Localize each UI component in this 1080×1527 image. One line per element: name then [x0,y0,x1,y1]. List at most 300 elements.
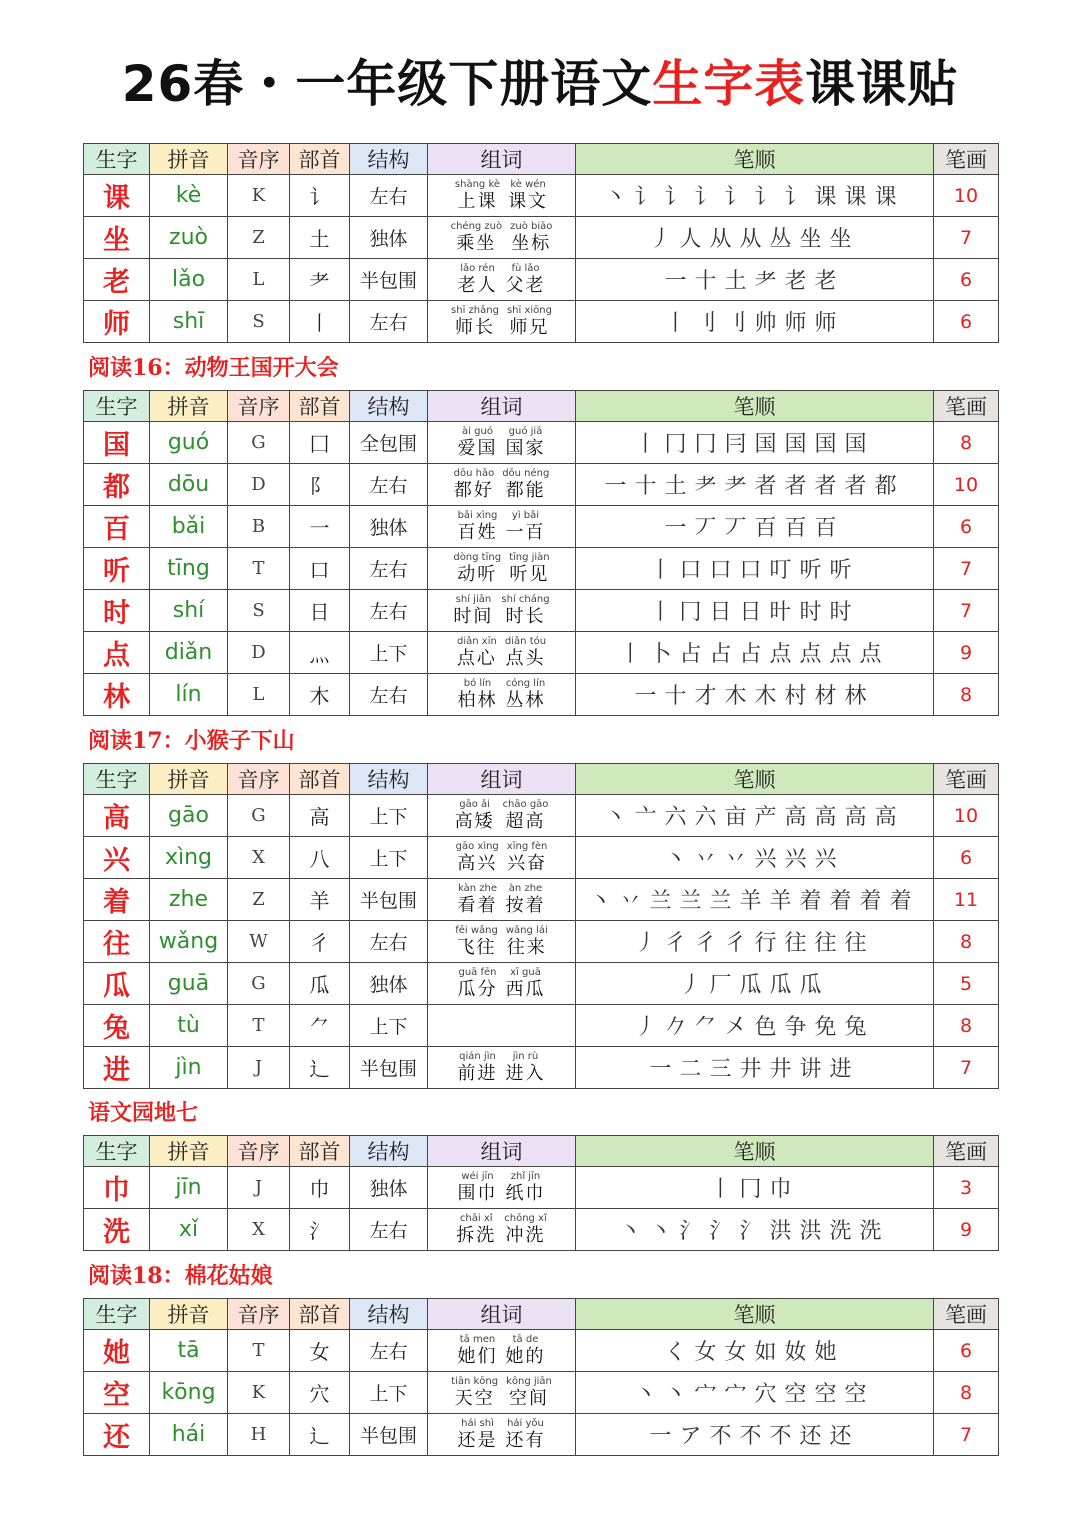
pinyin-cell: lín [150,674,228,716]
stroke-step: 讠 [784,185,813,210]
radical-cell: 彳 [290,921,350,963]
stroke-step: 点 [769,642,798,667]
stroke-step: 讠 [754,185,783,210]
stroke-step: 讲 [799,1057,828,1082]
word-item [458,883,498,917]
word-pinyin: kàn zhe [458,882,497,894]
character-cell: 进 [84,1047,150,1089]
word-text: 点心 [456,647,497,669]
word-item [458,1334,498,1368]
stroke-count-cell: 5 [934,963,999,1005]
header-cell: 结构 [350,764,428,795]
pinyin-cell: guó [150,422,228,464]
word-text: 都能 [505,479,546,501]
word-list [428,263,575,297]
stroke-step: 冃 [724,432,753,457]
stroke-step: 叮 [769,558,798,583]
phonetic-order-cell: J [228,1047,290,1089]
word-text: 拆洗 [456,1224,497,1246]
stroke-step: 冂 [739,1177,768,1202]
phonetic-order-cell: D [228,632,290,674]
word-pinyin: àn zhe [508,882,543,894]
word-text: 往来 [506,936,547,958]
vocab-table [83,763,999,1089]
word-item [453,594,493,628]
stroke-step: 丷 [724,847,753,872]
stroke-step: 女 [694,1340,723,1365]
word-group-cell [428,1047,576,1089]
stroke-step: 丨 [649,600,678,625]
table-row [84,963,999,1005]
word-pinyin: lǎo rén [460,262,495,274]
stroke-step: 洗 [859,1219,888,1244]
radical-cell: 木 [290,674,350,716]
word-item [507,841,548,875]
word-item [451,221,503,255]
section-title: 阅读17：小猴子下山 [88,728,295,754]
word-text: 兴奋 [507,852,548,874]
header-cell: 部首 [290,144,350,175]
pinyin-cell: gāo [150,795,228,837]
structure-cell: 左右 [350,674,428,716]
radical-cell: 阝 [290,464,350,506]
header-cell: 笔画 [934,1299,999,1330]
word-pinyin: shí cháng [501,593,550,605]
stroke-step: 兴 [814,847,843,872]
structure-cell: 独体 [350,963,428,1005]
stroke-count-cell: 8 [934,921,999,963]
structure-cell: 左右 [350,1209,428,1251]
pinyin-cell: zuò [150,217,228,259]
header-cell: 组词 [428,764,576,795]
word-item [502,468,549,502]
header-cell: 拼音 [150,1136,228,1167]
word-item [507,305,552,339]
structure-cell: 半包围 [350,1047,428,1089]
structure-cell: 半包围 [350,259,428,301]
word-text: 师兄 [509,316,550,338]
word-text: 纸巾 [505,1182,546,1204]
stroke-step: 听 [829,558,858,583]
stroke-step: 洪 [799,1219,828,1244]
header-cell: 音序 [228,1299,290,1330]
header-cell: 音序 [228,391,290,422]
header-cell: 部首 [290,764,350,795]
stroke-step: 一 [664,516,693,541]
word-pinyin: bó lín [463,677,492,689]
stroke-step: 丷 [619,889,648,914]
header-cell: 拼音 [150,144,228,175]
phonetic-order-cell: S [228,301,290,343]
stroke-step: 冂 [664,432,693,457]
word-text: 时长 [505,605,546,627]
word-item [455,799,495,833]
phonetic-order-cell: L [228,259,290,301]
character-cell: 空 [84,1372,150,1414]
stroke-step: 听 [799,558,828,583]
stroke-step: 亠 [634,805,663,830]
word-item [506,925,548,959]
character-cell: 老 [84,259,150,301]
stroke-step: 高 [874,805,903,830]
stroke-count-cell: 10 [934,464,999,506]
stroke-step: 奻 [784,1340,813,1365]
word-text: 一百 [505,521,546,543]
stroke-step: 者 [814,474,843,499]
word-text: 看着 [457,894,498,916]
word-group-cell [428,217,576,259]
table-row [84,175,999,217]
stroke-step: 丨 [664,311,693,336]
header-cell: 部首 [290,1299,350,1330]
stroke-step: 井 [739,1057,768,1082]
stroke-step: 井 [769,1057,798,1082]
stroke-step: 者 [844,474,873,499]
table-row [84,1330,999,1372]
word-item [509,552,550,586]
stroke-step: 坐 [829,227,858,252]
word-item [458,1171,498,1205]
stroke-order-cell [576,590,934,632]
phonetic-order-cell: X [228,1209,290,1251]
stroke-step: 氵 [679,1219,708,1244]
word-pinyin: zuò biāo [510,220,553,232]
table-row [84,590,999,632]
stroke-order-cell [576,464,934,506]
stroke-step: 都 [874,474,903,499]
table-row [84,1209,999,1251]
stroke-step: 兰 [649,889,678,914]
stroke-order-cell [576,837,934,879]
header-cell: 拼音 [150,764,228,795]
title-part2: 课课贴 [805,55,959,113]
word-text: 超高 [505,810,546,832]
word-text: 天空 [454,1387,495,1409]
word-pinyin: tā de [512,1333,539,1345]
stroke-step: 丆 [694,516,723,541]
stroke-step: 女 [724,1340,753,1365]
word-item [458,1418,498,1452]
stroke-step: 往 [814,931,843,956]
stroke-step: 口 [709,558,738,583]
pinyin-cell: hái [150,1414,228,1456]
radical-cell: 巾 [290,1167,350,1209]
stroke-step: 空 [814,1382,843,1407]
stroke-step: 丨 [634,432,663,457]
stroke-step: 争 [784,1015,813,1040]
word-group-cell [428,1372,576,1414]
radical-cell: 高 [290,795,350,837]
stroke-step: 着 [799,889,828,914]
word-text: 西瓜 [505,978,546,1000]
word-list [428,594,575,628]
stroke-step: 占 [739,642,768,667]
header-cell: 部首 [290,1136,350,1167]
structure-cell: 上下 [350,1372,428,1414]
pinyin-cell: kōng [150,1372,228,1414]
phonetic-order-cell: T [228,548,290,590]
phonetic-order-cell: L [228,674,290,716]
phonetic-order-cell: G [228,795,290,837]
stroke-step: 课 [844,185,873,210]
word-pinyin: qián jìn [459,1050,496,1062]
stroke-step: 高 [784,805,813,830]
header-cell: 笔画 [934,144,999,175]
structure-cell: 左右 [350,1330,428,1372]
header-cell: 结构 [350,144,428,175]
stroke-step: 百 [814,516,843,541]
word-text: 课文 [508,190,549,212]
stroke-count-cell: 10 [934,175,999,217]
word-text: 空间 [508,1387,549,1409]
word-item [506,967,546,1001]
stroke-order-cell [576,1330,934,1372]
word-pinyin: guā fēn [458,966,497,978]
phonetic-order-cell: X [228,837,290,879]
word-group-cell [428,632,576,674]
stroke-step: 一 [604,474,633,499]
stroke-step: 丿 [634,1015,663,1040]
word-pinyin: tiān kōng [451,1375,499,1387]
stroke-step: 彳 [694,931,723,956]
word-list [428,636,575,670]
stroke-step: ⺈ [694,1015,723,1040]
pinyin-cell: wǎng [150,921,228,963]
phonetic-order-cell: G [228,422,290,464]
pinyin-cell: shī [150,301,228,343]
stroke-step: 兴 [784,847,813,872]
character-cell: 洗 [84,1209,150,1251]
phonetic-order-cell: T [228,1005,290,1047]
stroke-count-cell: 8 [934,1372,999,1414]
stroke-step: 时 [799,600,828,625]
stroke-step: 瓜 [739,973,768,998]
stroke-step: 不 [709,1424,738,1449]
phonetic-order-cell: J [228,1167,290,1209]
word-pinyin: yì bǎi [511,509,540,521]
word-group-cell [428,175,576,217]
vocab-table [83,143,999,343]
word-group-cell [428,879,576,921]
word-text: 还是 [457,1429,498,1451]
stroke-step: 宀 [694,1382,723,1407]
stroke-step: 人 [679,227,708,252]
stroke-step: 高 [844,805,873,830]
stroke-order-cell [576,1167,934,1209]
structure-cell: 左右 [350,921,428,963]
header-cell: 音序 [228,764,290,795]
pinyin-cell: shí [150,590,228,632]
word-pinyin: gāo xìng [455,840,499,852]
word-text: 听见 [509,563,550,585]
table-row [84,1167,999,1209]
word-item [508,179,548,213]
structure-cell: 独体 [350,506,428,548]
table-row [84,879,999,921]
stroke-step: 高 [814,805,843,830]
stroke-step: 进 [829,1057,858,1082]
stroke-step: 刂 [724,311,753,336]
word-item [455,925,498,959]
stroke-step: 空 [784,1382,813,1407]
table-row [84,795,999,837]
structure-cell: 上下 [350,795,428,837]
stroke-step: 时 [829,600,858,625]
word-pinyin: chāo gāo [502,798,549,810]
word-pinyin: chéng zuò [450,220,503,232]
table-row [84,464,999,506]
stroke-count-cell: 9 [934,632,999,674]
word-list [428,552,575,586]
stroke-step: 空 [844,1382,873,1407]
stroke-step: 占 [709,642,738,667]
structure-cell: 上下 [350,632,428,674]
radical-cell: 丨 [290,301,350,343]
word-pinyin: hái yǒu [507,1417,544,1429]
word-item [458,967,498,1001]
stroke-step: 洗 [829,1219,858,1244]
stroke-step: 丿 [634,931,663,956]
pinyin-cell: guā [150,963,228,1005]
stroke-step: 丿 [679,973,708,998]
structure-cell: 半包围 [350,879,428,921]
word-item [506,883,546,917]
stroke-count-cell: 8 [934,422,999,464]
stroke-count-cell: 7 [934,548,999,590]
character-cell: 国 [84,422,150,464]
word-item [456,1213,496,1247]
stroke-step: 百 [784,516,813,541]
table-row [84,217,999,259]
radical-cell: 灬 [290,632,350,674]
stroke-step: 丶 [634,1382,663,1407]
word-pinyin: dòng tīng [453,551,502,563]
stroke-step: 师 [784,311,813,336]
stroke-step: 往 [784,931,813,956]
stroke-step: 她 [814,1340,843,1365]
stroke-order-cell [576,674,934,716]
structure-cell: 左右 [350,464,428,506]
stroke-step: 丷 [694,847,723,872]
table-row [84,1372,999,1414]
stroke-step: 国 [784,432,813,457]
stroke-step: 巾 [769,1177,798,1202]
header-cell: 笔顺 [576,144,934,175]
word-item [455,179,500,213]
vocab-table [83,390,999,716]
stroke-step: 洪 [769,1219,798,1244]
stroke-count-cell: 6 [934,1330,999,1372]
stroke-order-cell [576,175,934,217]
stroke-order-cell [576,1209,934,1251]
stroke-step: 㐅 [724,1015,753,1040]
pinyin-cell: xǐ [150,1209,228,1251]
word-group-cell [428,548,576,590]
word-list [428,468,575,502]
stroke-step: 点 [859,642,888,667]
word-text: 老人 [457,274,498,296]
structure-cell: 左右 [350,590,428,632]
character-cell: 巾 [84,1167,150,1209]
word-pinyin: dōu néng [502,467,550,479]
character-cell: 都 [84,464,150,506]
stroke-step: 讠 [694,185,723,210]
stroke-step: 师 [814,311,843,336]
word-item [506,1051,546,1085]
character-cell: 点 [84,632,150,674]
radical-cell: 辶 [290,1047,350,1089]
table-row [84,921,999,963]
character-cell: 听 [84,548,150,590]
structure-cell: 左右 [350,175,428,217]
stroke-step: 彳 [724,931,753,956]
word-pinyin: kè wén [510,178,546,190]
stroke-step: 着 [889,889,918,914]
stroke-step: 丶 [604,805,633,830]
stroke-step: 一 [649,1424,678,1449]
word-group-cell [428,795,576,837]
word-list [428,305,575,339]
header-cell: 生字 [84,391,150,422]
pinyin-cell: bǎi [150,506,228,548]
stroke-step: 口 [739,558,768,583]
character-cell: 瓜 [84,963,150,1005]
stroke-step: 耂 [754,269,783,294]
word-pinyin: xī guā [510,966,541,978]
stroke-step: 日 [709,600,738,625]
stroke-step: 丶 [619,1219,648,1244]
stroke-step: 免 [814,1015,843,1040]
stroke-step: 瓜 [799,973,828,998]
word-pinyin: hái shì [461,1417,494,1429]
word-pinyin: kōng jiān [506,1375,552,1387]
stroke-step: 如 [754,1340,783,1365]
pinyin-cell: diǎn [150,632,228,674]
vocab-table [83,1298,999,1456]
word-text: 爱国 [457,437,498,459]
table-row [84,259,999,301]
word-group-cell [428,590,576,632]
word-pinyin: xīng fèn [506,840,548,852]
word-item [505,636,546,670]
pinyin-cell: lǎo [150,259,228,301]
phonetic-order-cell: Z [228,217,290,259]
stroke-order-cell [576,217,934,259]
header-cell: 组词 [428,144,576,175]
word-item [506,1334,546,1368]
word-text: 点头 [505,647,546,669]
word-text: 瓜分 [457,978,498,1000]
character-cell: 她 [84,1330,150,1372]
word-list [428,179,575,213]
stroke-step: 𠂊 [664,1015,693,1040]
title-highlight: 生字表 [652,55,806,113]
stroke-step: 二 [679,1057,708,1082]
phonetic-order-cell: G [228,963,290,1005]
stroke-step: く [664,1340,693,1365]
stroke-step: 日 [739,600,768,625]
word-text: 高兴 [457,852,498,874]
character-cell: 高 [84,795,150,837]
stroke-step: 木 [724,684,753,709]
section-title: 阅读16：动物王国开大会 [88,355,339,381]
word-pinyin: guó jiā [508,425,543,437]
radical-cell: 瓜 [290,963,350,1005]
stroke-order-cell [576,921,934,963]
word-item [458,678,498,712]
word-group-cell [428,422,576,464]
word-item [503,799,549,833]
